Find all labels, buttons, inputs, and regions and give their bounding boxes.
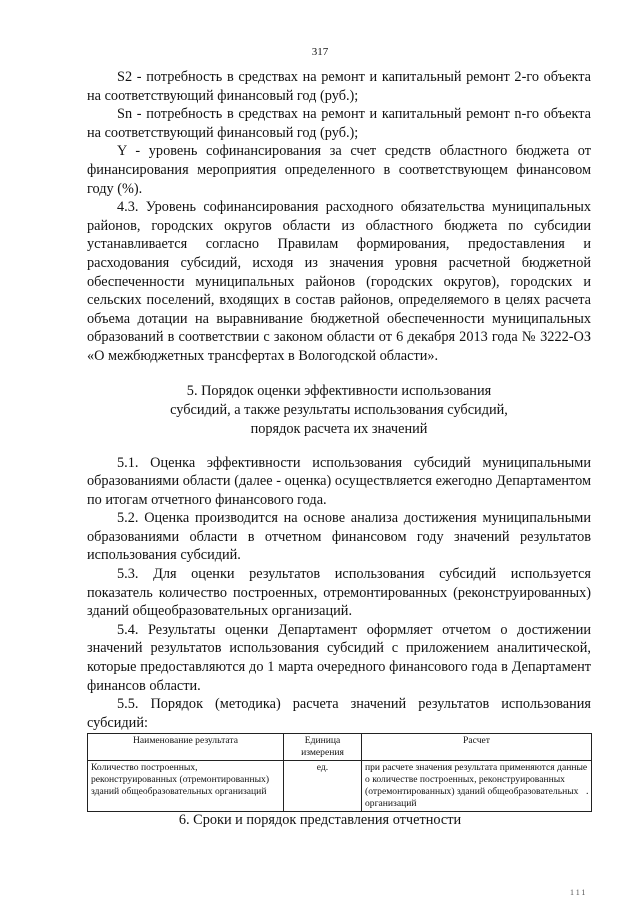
header-result-name: Наименование результата — [88, 734, 284, 761]
page-number: 317 — [311, 46, 329, 58]
section-6-heading: 6. Сроки и порядок представления отчетности — [178, 812, 462, 828]
cell-unit: ед. — [284, 761, 362, 812]
section-5-heading-line-2: субсидий, а также результаты использования субсидий, — [170, 401, 508, 418]
corner-mark: 111 — [570, 888, 588, 897]
table-row — [88, 761, 592, 812]
section-5-heading — [87, 382, 591, 439]
cell-calculation: при расчете значения результата применяются данные о количестве построенных, реконструированных (отремонтированных) зданий общеобразовательных организаций — [362, 761, 592, 812]
paragraph-5-3: 5.3. Для оценки результатов использования субсидий используется показатель количество построенных, отремонтированных (реконструированных) зданий общеобразовательных организаций. — [87, 566, 591, 620]
paragraph-5-1: 5.1. Оценка эффективности использования субсидий муниципальными образованиями области (далее - оценка) осуществляется ежегодно Департаментом по итогам отчетного финансового года. — [87, 454, 591, 508]
paragraph-s2: S2 - потребность в средствах на ремонт и капитальный ремонт 2-го объекта на соответствующий финансовый год (руб.); — [87, 69, 591, 104]
paragraph-sn: Sn - потребность в средствах на ремонт и капитальный ремонт n-го объекта на соответствующий финансовый год (руб.); — [87, 106, 591, 141]
header-unit: Единица измерения — [284, 734, 362, 761]
header-calculation: Расчет — [362, 734, 592, 761]
table-header-row — [88, 734, 592, 761]
stray-mark: . — [586, 786, 589, 797]
paragraph-y: Y - уровень софинансирования за счет средств областного бюджета от финансирования мероприятия определенного в соответствующем финансовом году (%). — [87, 143, 591, 197]
paragraph-5-2: 5.2. Оценка производится на основе анализа достижения муниципальными образованиями области в отчетном финансовом году значений результатов использования субсидий. — [87, 510, 591, 564]
paragraph-5-5: 5.5. Порядок (методика) расчета значений результатов использования субсидий: — [87, 696, 591, 731]
results-table — [87, 733, 592, 812]
section-5-heading-line-3: порядок расчета их значений — [250, 420, 428, 437]
document-body — [87, 68, 591, 812]
paragraph-4-3: 4.3. Уровень софинансирования расходного обязательства муниципальных районов, городских округов области из областного бюджета по субсидии устанавливается согласно Правилам формирования, предоставления и расходования субсидий, исходя из значения уровня расчетной бюджетной обеспеченности муниципальных районов (городских округов), городских и сельских поселений, входящих в состав районов, определяемого в целях расчета объема дотации на выравнивание бюджетной обеспеченности муниципальных образований в соответствии с законом области от 6 декабря 2013 года № 3222-ОЗ «О межбюджетных трансфертах в Вологодской области». — [87, 199, 591, 364]
cell-result-name: Количество построенных, реконструированных (отремонтированных) зданий общеобразовательных организаций — [88, 761, 284, 812]
section-5-heading-line-1: 5. Порядок оценки эффективности использования — [186, 382, 492, 399]
paragraph-5-4: 5.4. Результаты оценки Департамент оформляет отчетом о достижении значений результатов использования субсидий с приложением аналитической, которые предоставляются до 1 марта очередного финансового года в Департамент финансов области. — [87, 621, 591, 694]
